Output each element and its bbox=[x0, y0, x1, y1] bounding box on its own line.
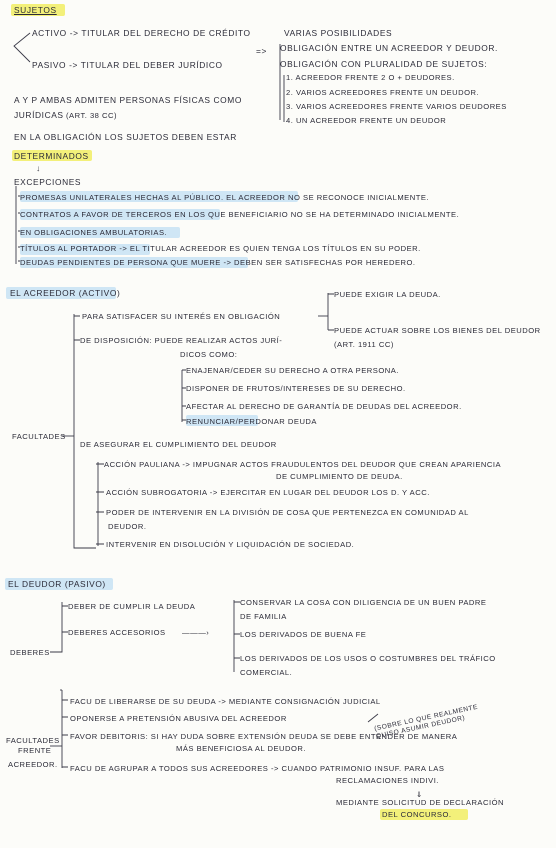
asegurar-bracket bbox=[74, 444, 96, 548]
down-arrow-icon: ⇓ bbox=[416, 790, 423, 799]
division-line-2: DEUDOR. bbox=[108, 522, 147, 531]
excepcion-item: DEUDAS PENDIENTES DE PERSONA QUE MUERE -> DEBEN SER SATISFECHAS POR HEREDERO. bbox=[20, 258, 416, 267]
accesorios-line: DEBERES ACCESORIOS bbox=[68, 628, 166, 637]
determinados-word: DETERMINADOS bbox=[14, 151, 89, 161]
ambos-line-2: JURÍDICAS bbox=[14, 110, 64, 120]
ambos-line: A Y P AMBAS ADMITEN PERSONAS FÍSICAS COMO bbox=[14, 95, 242, 105]
liberarse-line: FACU DE LIBERARSE DE SU DEUDA -> MEDIANTE CONSIGNACIÓN JUDICIAL bbox=[70, 697, 381, 706]
arrow-icon: ———› bbox=[182, 628, 210, 637]
exigir-line: PUEDE EXIGIR LA DEUDA. bbox=[334, 290, 441, 299]
posibilidad-1: OBLIGACIÓN ENTRE UN ACREEDOR Y DEUDOR. bbox=[280, 43, 498, 53]
implies-arrow: => bbox=[256, 46, 267, 56]
disposicion-item: RENUNCIAR/PERDONAR DEUDA bbox=[186, 417, 317, 426]
deberes-bracket bbox=[50, 602, 62, 652]
concurso-line: MEDIANTE SOLICITUD DE DECLARACIÓN bbox=[336, 798, 504, 807]
sujetos-bracket bbox=[14, 33, 30, 62]
oponerse-line: OPONERSE A PRETENSIÓN ABUSIVA DEL ACREEDOR bbox=[70, 714, 287, 723]
posibilidades-title: VARIAS POSIBILIDADES bbox=[284, 28, 393, 38]
concurso-line-2: DEL CONCURSO. bbox=[382, 810, 452, 819]
pauliana-line-2: DE CUMPLIMIENTO DE DEUDA. bbox=[276, 472, 403, 481]
excepciones-title: EXCEPCIONES bbox=[14, 177, 82, 187]
excepcion-item: CONTRATOS A FAVOR DE TERCEROS EN LOS QUE BENEFICIARIO NO SE HA DETERMINADO INICIALMENTE. bbox=[20, 210, 460, 219]
excepcion-item: TÍTULOS AL PORTADOR -> EL TITULAR ACREEDOR ES QUIEN TENGA LOS TÍTULOS EN SU PODER. bbox=[20, 244, 421, 253]
facultades-frente-label-2: FRENTE bbox=[18, 746, 52, 755]
down-arrow-icon: ↓ bbox=[36, 163, 41, 173]
actuar-line: PUEDE ACTUAR SOBRE LOS BIENES DEL DEUDOR bbox=[334, 326, 541, 335]
determinados-line: EN LA OBLIGACIÓN LOS SUJETOS DEBEN ESTAR bbox=[14, 132, 237, 142]
accesorio-item: LOS DERIVADOS DE BUENA FE bbox=[240, 630, 367, 639]
pluralidad-item: 4. UN ACREEDOR FRENTE UN DEUDOR bbox=[286, 116, 447, 125]
facultades-label: FACULTADES bbox=[12, 432, 66, 441]
disposicion-item: AFECTAR AL DERECHO DE GARANTÍA DE DEUDAS DEL ACREEDOR. bbox=[186, 402, 462, 411]
section-title-sujetos: SUJETOS bbox=[14, 5, 57, 15]
facultades-frente-label: FACULTADES bbox=[6, 736, 60, 745]
activo-line: ACTIVO -> TITULAR DEL DERECHO DE CRÉDITO bbox=[32, 28, 251, 38]
pluralidad-item: 1. ACREEDOR FRENTE 2 O + DEUDORES. bbox=[286, 73, 455, 82]
disposicion-item: DISPONER DE FRUTOS/INTERESES DE SU DERECHO. bbox=[186, 384, 406, 393]
pluralidad-item: 2. VARIOS ACREEDORES FRENTE UN DEUDOR. bbox=[286, 88, 480, 97]
asegurar-line: DE ASEGURAR EL CUMPLIMIENTO DEL DEUDOR bbox=[80, 440, 277, 449]
accesorio-item: LOS DERIVADOS DE LOS USOS O COSTUMBRES DEL TRÁFICO bbox=[240, 654, 496, 663]
debitoris-line-2: MÁS BENEFICIOSA AL DEUDOR. bbox=[176, 744, 307, 753]
agrupar-line: FACU DE AGRUPAR A TODOS SUS ACREEDORES -> CUANDO PATRIMONIO INSUF. PARA LAS bbox=[70, 764, 445, 773]
satisfacer-line: PARA SATISFACER SU INTERÉS EN OBLIGACIÓN bbox=[82, 312, 281, 321]
division-line: PODER DE INTERVENIR EN LA DIVISIÓN DE COSA QUE PERTENEZCA EN COMUNIDAD AL bbox=[106, 508, 469, 517]
cumplir-line: DEBER DE CUMPLIR LA DEUDA bbox=[68, 602, 196, 611]
disposicion-line: DE DISPOSICIÓN: PUEDE REALIZAR ACTOS JURÍ- bbox=[80, 336, 283, 345]
disposicion-item: ENAJENAR/CEDER SU DERECHO A OTRA PERSONA. bbox=[186, 366, 399, 375]
excepcion-item: EN OBLIGACIONES AMBULATORIAS. bbox=[20, 228, 168, 237]
accesorio-item-2: COMERCIAL. bbox=[240, 668, 293, 677]
debitoris-line: FAVOR DEBITORIS: SI HAY DUDA SOBRE EXTENSIÓN DEUDA SE DEBE ENTENDER DE MANERA bbox=[70, 732, 458, 741]
deberes-label: DEBERES bbox=[10, 648, 50, 657]
section-title-deudor: EL DEUDOR (PASIVO) bbox=[8, 579, 106, 589]
excepcion-item: PROMESAS UNILATERALES HECHAS AL PÚBLICO. EL ACREEDOR NO SE RECONOCE INICIALMENTE. bbox=[20, 193, 430, 202]
posibilidad-2: OBLIGACIÓN CON PLURALIDAD DE SUJETOS: bbox=[280, 59, 488, 69]
actuar-ref: (ART. 1911 CC) bbox=[334, 340, 394, 349]
liberarse-note: (SOBRE LO QUE REALMENTE QUISO ASUMIR DEUDOR) bbox=[373, 703, 479, 741]
accesorio-item: CONSERVAR LA COSA CON DILIGENCIA DE UN BUEN PADRE bbox=[240, 598, 487, 607]
facultades-frente-label-3: ACREEDOR. bbox=[8, 760, 58, 769]
subrogatoria-line: ACCIÓN SUBROGATORIA -> EJERCITAR EN LUGAR DEL DEUDOR LOS D. Y ACC. bbox=[106, 488, 430, 497]
pauliana-line: ACCIÓN PAULIANA -> IMPUGNAR ACTOS FRAUDULENTOS DEL DEUDOR QUE CREAN APARIENCIA bbox=[104, 460, 502, 469]
agrupar-line-2: RECLAMACIONES INDIVI. bbox=[336, 776, 439, 785]
section-title-acreedor: EL ACREEDOR (ACTIVO) bbox=[10, 288, 121, 298]
disolucion-line: INTERVENIR EN DISOLUCIÓN Y LIQUIDACIÓN DE SOCIEDAD. bbox=[106, 540, 355, 549]
disposicion-line-2: DICOS COMO: bbox=[180, 350, 238, 359]
ambos-ref: (ART. 38 CC) bbox=[66, 111, 118, 120]
accesorio-item-2: DE FAMILIA bbox=[240, 612, 287, 621]
pluralidad-item: 3. VARIOS ACREEDORES FRENTE VARIOS DEUDORES bbox=[286, 102, 507, 111]
pasivo-line: PASIVO -> TITULAR DEL DEBER JURÍDICO bbox=[32, 60, 223, 70]
